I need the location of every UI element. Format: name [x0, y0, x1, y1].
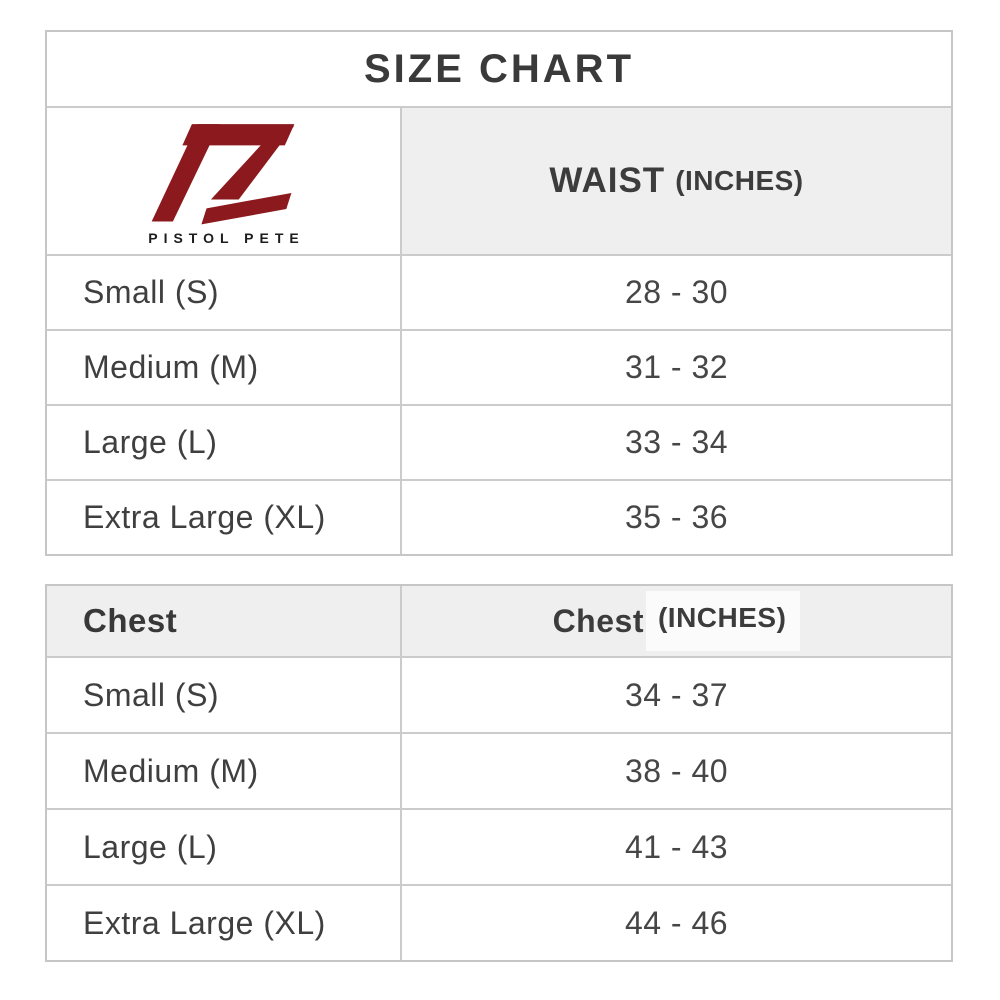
table-row — [47, 479, 951, 554]
range-value: 31 - 32 — [400, 331, 951, 404]
size-label: Extra Large (XL) — [83, 499, 326, 535]
waist-label: WAIST — [549, 161, 666, 200]
size-label: Small (S) — [83, 676, 220, 713]
size-chart-title: SIZE CHART — [47, 32, 951, 106]
waist-unit-label: (INCHES) — [675, 165, 804, 196]
brand-logo-cell — [47, 108, 400, 254]
range-value: 33 - 34 — [400, 406, 951, 479]
chest-header-row — [47, 586, 951, 656]
range-value: 35 - 36 — [400, 481, 951, 554]
pistol-pete-logo-icon — [148, 116, 298, 226]
range-value: 28 - 30 — [400, 256, 951, 329]
range-value: 34 - 37 — [400, 658, 951, 732]
chest-label: Chest — [552, 602, 644, 639]
table-row — [47, 656, 951, 732]
table-row — [47, 732, 951, 808]
range-value: 41 - 43 — [400, 810, 951, 884]
table-row — [47, 884, 951, 960]
waist-table — [45, 30, 953, 556]
waist-column-header — [400, 108, 951, 254]
size-label: Medium (M) — [83, 752, 259, 789]
chest-row-header: Chest — [47, 586, 400, 656]
size-label: Large (L) — [83, 828, 218, 865]
size-label: Medium (M) — [83, 349, 259, 385]
size-label: Extra Large (XL) — [83, 904, 326, 941]
range-value: 44 - 46 — [400, 886, 951, 960]
table-row — [47, 254, 951, 329]
chest-column-header — [400, 586, 951, 656]
size-chart — [45, 30, 953, 962]
chest-unit-label: (INCHES) — [646, 591, 800, 650]
brand-name: PISTOL PETE — [148, 230, 305, 246]
brand-logo — [142, 116, 305, 246]
size-label: Small (S) — [83, 274, 220, 310]
range-value: 38 - 40 — [400, 734, 951, 808]
waist-header-row — [47, 106, 951, 254]
table-row — [47, 404, 951, 479]
size-label: Large (L) — [83, 424, 218, 460]
table-row — [47, 808, 951, 884]
table-row — [47, 329, 951, 404]
chest-table — [45, 584, 953, 962]
